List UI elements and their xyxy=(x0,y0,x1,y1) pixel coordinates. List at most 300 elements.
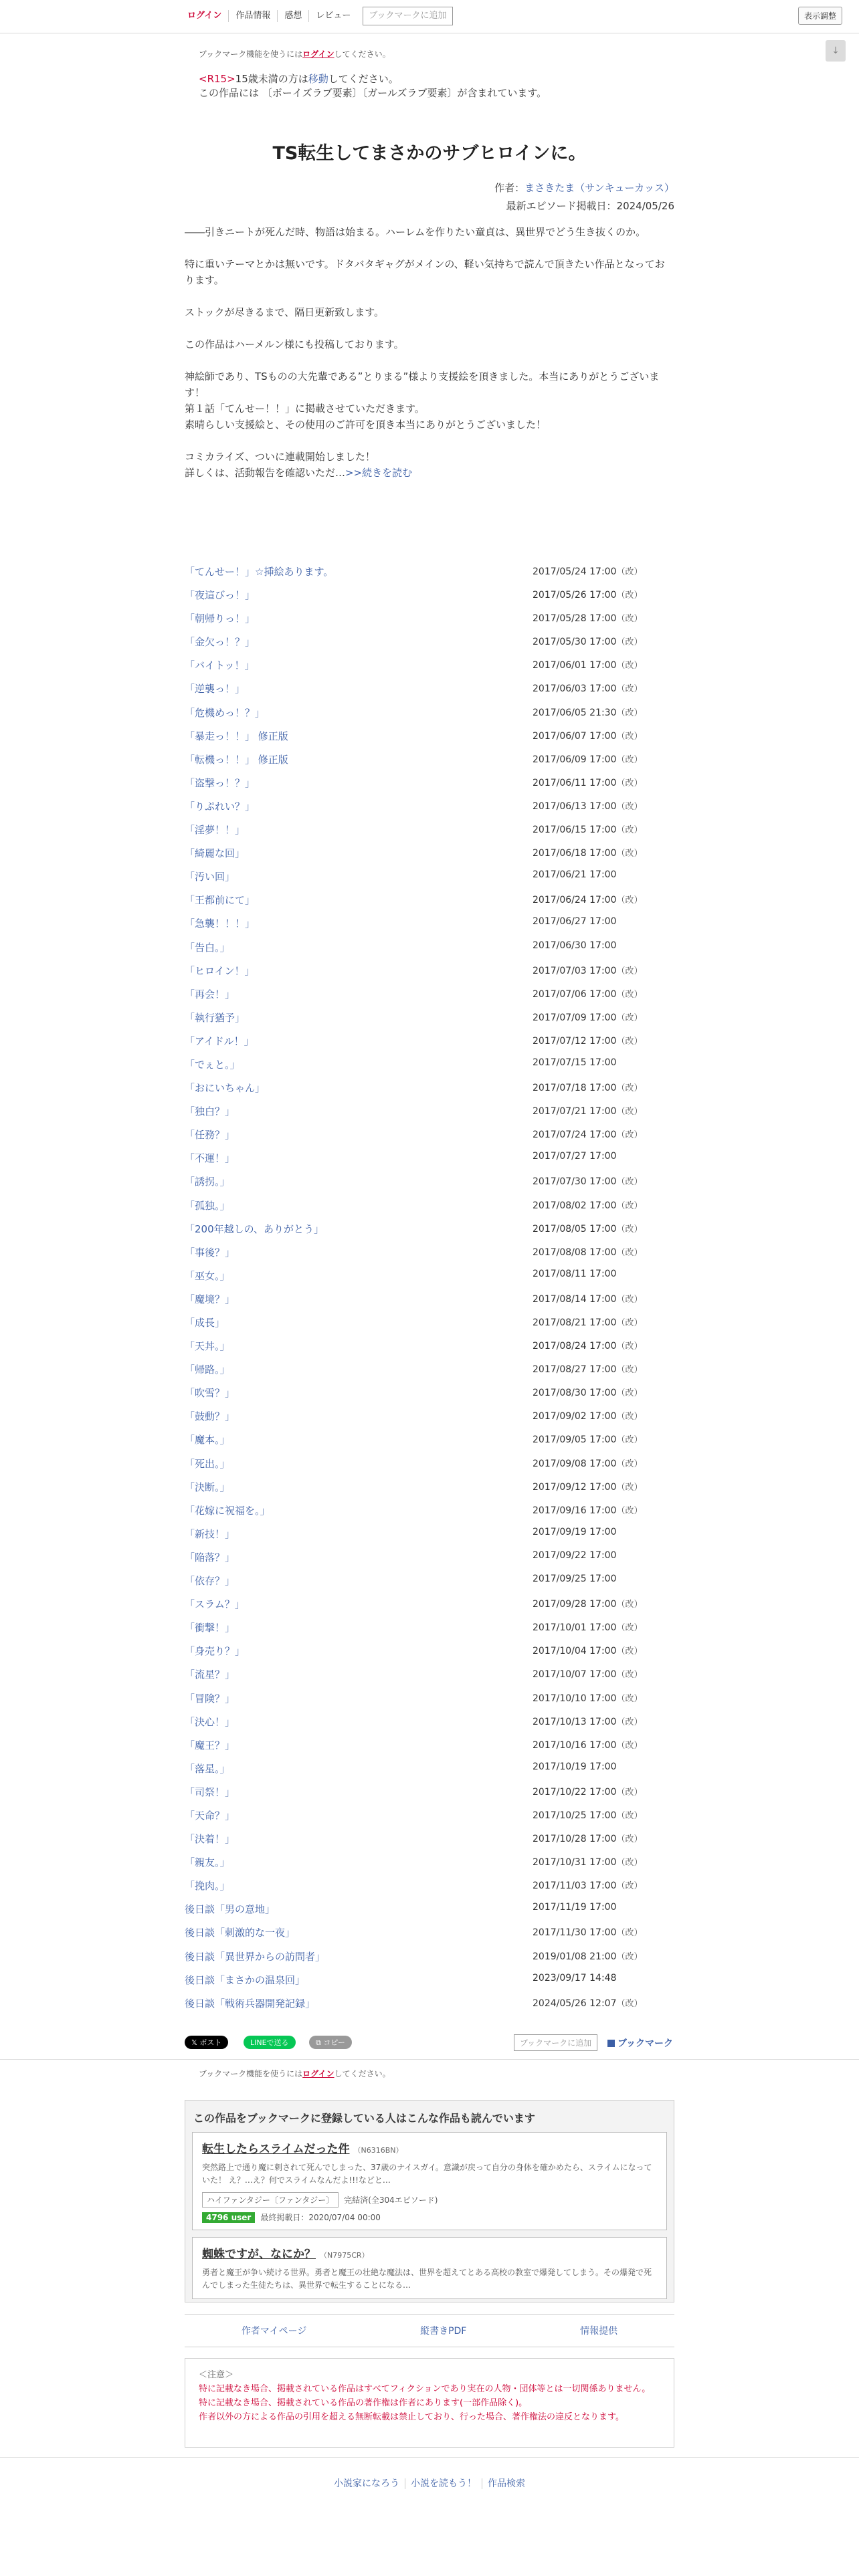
bookmark-add-button[interactable]: ブックマークに追加 xyxy=(363,7,452,25)
episode-date xyxy=(533,776,643,788)
episode-title-link[interactable]: 「執行猶予」 xyxy=(185,1011,246,1024)
episode-row xyxy=(185,960,674,983)
summary-gap xyxy=(185,240,674,256)
episode-date xyxy=(533,1386,643,1398)
episode-revised-mark: （改） xyxy=(616,1881,643,1892)
episode-date xyxy=(533,916,617,927)
site-footer xyxy=(0,2457,859,2510)
search-link[interactable]: 作品検索 xyxy=(488,2478,525,2489)
episode-revised-mark: （改） xyxy=(616,684,643,695)
episode-title-link[interactable]: 「依存？」 xyxy=(185,1575,235,1588)
summary-gap xyxy=(185,352,674,368)
episode-row xyxy=(185,1382,674,1405)
r15-tag: <R15> xyxy=(199,73,235,85)
episode-title-link[interactable]: 「告白。」 xyxy=(185,941,230,954)
episode-title-link[interactable]: 「吹雪？」 xyxy=(185,1387,235,1400)
episode-date xyxy=(533,1808,643,1821)
episode-date xyxy=(533,1245,643,1258)
summary-truncated: 詳しくは、活動報告を確認いただ… xyxy=(185,467,346,479)
work-info-link[interactable]: 作品情報 xyxy=(229,10,278,22)
episode-date-text: 2017/05/28 17:00 xyxy=(533,613,617,625)
summary-line: 神絵師であり、TSものの大先輩である”とりまる”様より支援絵を頂きました。本当にありがとうございます！ xyxy=(185,370,660,399)
episode-date xyxy=(533,1597,643,1610)
episode-date-text: 2017/07/15 17:00 xyxy=(533,1057,617,1068)
episode-revised-mark: （改） xyxy=(616,1083,643,1094)
episode-date xyxy=(533,1480,643,1493)
vertical-pdf-link[interactable]: 縦書きPDF xyxy=(420,2326,467,2337)
episode-title-link[interactable]: 「冒険？」 xyxy=(185,1692,235,1705)
rec-title[interactable]: 転生したらスライムだった件 xyxy=(202,2143,350,2156)
episode-row xyxy=(185,1241,674,1265)
episode-title-link[interactable]: 「独白？」 xyxy=(185,1105,235,1118)
episode-revised-mark: （改） xyxy=(616,1247,643,1258)
episode-date xyxy=(533,1527,617,1537)
bookmark-login-note-bottom: ブックマーク機能を使うにはログインしてください。 xyxy=(199,2069,391,2078)
author-mypage-link[interactable]: 作者マイページ xyxy=(241,2326,307,2337)
login-link[interactable]: ログイン xyxy=(185,10,229,22)
episode-title-link[interactable]: 「鼓動？」 xyxy=(185,1410,235,1423)
episode-row xyxy=(185,1405,674,1428)
line-share-button[interactable]: LINEで送る xyxy=(244,2036,296,2049)
episode-title-link[interactable]: 「再会！」 xyxy=(185,988,235,1000)
episode-date xyxy=(533,1667,643,1680)
episode-title-link[interactable]: 「天命？」 xyxy=(185,1809,235,1822)
episode-row xyxy=(185,1358,674,1382)
episode-date xyxy=(533,635,643,647)
episode-date xyxy=(533,1151,617,1162)
divider xyxy=(0,2059,859,2060)
episode-date-text: 2017/09/08 17:00 xyxy=(533,1458,617,1469)
episode-row xyxy=(185,1194,674,1218)
episode-date xyxy=(533,658,643,671)
episode-date xyxy=(533,1879,643,1891)
episode-title-link[interactable]: 後日談「戦術兵器開発記録」 xyxy=(185,1997,316,2010)
episode-title-link[interactable]: 「アイドル！」 xyxy=(185,1035,254,1047)
episode-date xyxy=(533,1010,643,1023)
episode-revised-mark: （改） xyxy=(616,1693,643,1704)
episode-row xyxy=(185,560,674,584)
rec-ncode: （N7975CR） xyxy=(320,2251,369,2260)
episode-date-text: 2017/08/30 17:00 xyxy=(533,1388,617,1399)
episode-date xyxy=(533,752,643,765)
episode-row xyxy=(185,702,674,725)
episode-date xyxy=(533,799,643,812)
episode-revised-mark: （改） xyxy=(616,1646,643,1657)
episode-title-link[interactable]: 「急襲！！！」 xyxy=(185,918,256,930)
episode-revised-mark: （改） xyxy=(616,1224,643,1235)
episode-row xyxy=(185,1570,674,1593)
login-inline-link[interactable]: ログイン xyxy=(302,49,335,59)
episode-row xyxy=(185,936,674,960)
episode-revised-mark: （改） xyxy=(616,1388,643,1399)
episode-title-link[interactable]: 「陥落？」 xyxy=(185,1551,235,1564)
episode-revised-mark: （改） xyxy=(616,849,643,859)
top-nav xyxy=(185,7,453,25)
episode-date xyxy=(533,1128,643,1140)
episode-date-text: 2017/07/30 17:00 xyxy=(533,1176,617,1188)
episode-title-link[interactable]: 「夜這びっ！」 xyxy=(185,589,256,602)
episode-title-link[interactable]: 「天丼。」 xyxy=(185,1340,230,1353)
episode-date xyxy=(533,823,643,835)
bookmark-link[interactable]: ブックマーク xyxy=(607,2036,673,2050)
rec-updated: 最終掲載日：2020/07/04 00:00 xyxy=(260,2213,381,2222)
episode-title-link[interactable]: 「衝撃！」 xyxy=(185,1622,235,1634)
episode-title-link[interactable]: 「魔王？」 xyxy=(185,1739,235,1751)
episode-date xyxy=(533,940,617,951)
episode-revised-mark: （改） xyxy=(616,825,643,836)
episode-title-link[interactable]: 「金欠っ！？」 xyxy=(185,636,256,649)
episode-date-text: 2023/09/17 14:48 xyxy=(533,1972,617,1983)
episode-revised-mark: （改） xyxy=(616,567,643,577)
episode-date xyxy=(533,1222,643,1235)
episode-title-link[interactable]: 「200年越しの、ありがとう」 xyxy=(185,1222,324,1235)
episode-date-text: 2017/08/08 17:00 xyxy=(533,1247,617,1258)
episode-row xyxy=(185,1053,674,1077)
episode-date-text: 2017/08/11 17:00 xyxy=(533,1268,617,1279)
episode-date-text: 2017/06/05 21:30 xyxy=(533,707,617,718)
episode-title-link[interactable]: 後日談「刺激的な一夜」 xyxy=(185,1927,296,1939)
episode-row xyxy=(185,1030,674,1053)
bookmark-add-button-bottom[interactable]: ブックマークに追加 xyxy=(514,2034,597,2051)
site-home-link[interactable]: 小説家になろう xyxy=(328,2478,405,2489)
episode-revised-mark: （改） xyxy=(616,1107,643,1117)
episode-title-link[interactable]: 「スラム？」 xyxy=(185,1598,245,1611)
episode-title-link[interactable]: 「暴走っ！！」 修正版 xyxy=(185,730,288,742)
episode-date xyxy=(533,1104,643,1117)
episode-revised-mark: （改） xyxy=(616,1717,643,1727)
episode-revised-mark: （改） xyxy=(616,591,643,601)
summary-gap xyxy=(185,320,674,336)
episode-date-text: 2017/11/19 17:00 xyxy=(533,1902,617,1913)
episode-title-link[interactable]: 後日談「異世界からの訪問者」 xyxy=(185,1950,326,1963)
episode-date-text: 2017/06/21 17:00 xyxy=(533,869,617,881)
episode-row xyxy=(185,654,674,677)
episode-date xyxy=(533,1785,643,1798)
episode-date-text: 2017/06/18 17:00 xyxy=(533,848,617,859)
episode-revised-mark: （改） xyxy=(616,1435,643,1446)
episode-row xyxy=(185,772,674,795)
episode-row xyxy=(185,1006,674,1030)
work-footer-links xyxy=(185,2314,674,2347)
episode-row xyxy=(185,607,674,631)
episode-row xyxy=(185,1992,674,2016)
x-post-button[interactable]: 𝕏 ポスト xyxy=(185,2036,228,2049)
episode-date-text: 2017/07/18 17:00 xyxy=(533,1083,617,1094)
episode-row xyxy=(185,819,674,842)
rec-summary: 突然路上で通り魔に刺されて死んでしまった、37歳のナイスガイ。意識が戻って自分の身体を確かめたら、スライムになっていた！ え？…え？何でスライムなんだよ!!!などと… xyxy=(202,2163,652,2185)
episode-date xyxy=(533,1902,617,1913)
episode-date-text: 2017/05/24 17:00 xyxy=(533,566,617,577)
episode-row xyxy=(185,1335,674,1358)
episode-title-link[interactable]: 「新技！」 xyxy=(185,1527,235,1540)
episode-date-text: 2017/08/05 17:00 xyxy=(533,1223,617,1235)
episode-date-text: 2017/06/30 17:00 xyxy=(533,940,617,951)
episode-row xyxy=(185,1851,674,1874)
episode-revised-mark: （改） xyxy=(616,661,643,671)
episode-title-link[interactable]: 「成長」 xyxy=(185,1317,225,1329)
rec-title[interactable]: 蜘蛛ですが、なにか？ xyxy=(202,2248,316,2261)
episode-date xyxy=(533,1292,643,1305)
episode-title-link[interactable]: 「挽肉。」 xyxy=(185,1880,230,1893)
episode-title-link[interactable]: 「転機っ！！」 修正版 xyxy=(185,753,288,766)
episode-date xyxy=(533,1339,643,1352)
rec-card[interactable] xyxy=(192,2237,667,2299)
episode-date xyxy=(533,1855,643,1868)
episode-row xyxy=(185,1757,674,1781)
episode-title-link[interactable]: 「死出。」 xyxy=(185,1457,230,1470)
episode-row xyxy=(185,842,674,865)
episode-row xyxy=(185,1828,674,1851)
episode-date-text: 2017/10/07 17:00 xyxy=(533,1669,617,1681)
episode-date xyxy=(533,1925,643,1938)
episode-date-text: 2017/09/28 17:00 xyxy=(533,1599,617,1610)
episode-title-link[interactable]: 「ヒロイン！」 xyxy=(185,964,255,977)
episode-date-text: 2017/10/19 17:00 xyxy=(533,1761,617,1772)
episode-row xyxy=(185,1123,674,1147)
episode-revised-mark: （改） xyxy=(616,1858,643,1868)
episode-title-link[interactable]: 「でぇと。」 xyxy=(185,1058,240,1071)
episode-date-text: 2017/08/21 17:00 xyxy=(533,1317,617,1328)
episode-revised-mark: （改） xyxy=(616,1670,643,1681)
episode-row xyxy=(185,795,674,819)
episode-revised-mark: （改） xyxy=(616,1600,643,1610)
episode-revised-mark: （改） xyxy=(616,1341,643,1352)
episode-row xyxy=(185,1218,674,1241)
episode-title-link[interactable]: 「バイトッ！」 xyxy=(185,659,255,672)
episode-title-link[interactable]: 「司祭！」 xyxy=(185,1786,235,1798)
episode-date xyxy=(533,1432,643,1445)
episode-date xyxy=(533,1174,643,1187)
episode-revised-mark: （改） xyxy=(616,731,643,742)
episode-row xyxy=(185,1311,674,1335)
episode-revised-mark: （改） xyxy=(616,1505,643,1516)
episode-revised-mark: （改） xyxy=(616,1294,643,1305)
episode-date-text: 2017/07/21 17:00 xyxy=(533,1106,617,1117)
episode-title-link[interactable]: 「決断。」 xyxy=(185,1481,230,1493)
episode-date-text: 2017/08/24 17:00 xyxy=(533,1341,617,1352)
rec-status: 完結済(全304エピソード) xyxy=(344,2195,438,2205)
episode-date xyxy=(533,1457,643,1469)
episode-date xyxy=(533,1691,643,1704)
episode-revised-mark: （改） xyxy=(616,1810,643,1821)
episode-date-text: 2017/06/15 17:00 xyxy=(533,825,617,836)
summary-line: 特に重いテーマとかは無いです。ドタバタギャグがメインの、軽い気持ちで読んで頂きたい作品となっております。 xyxy=(185,258,665,286)
episode-revised-mark: （改） xyxy=(616,989,643,1000)
episode-date xyxy=(533,564,643,577)
episode-list xyxy=(185,560,674,2016)
latest-episode-date: 最新エピソード掲載日：2024/05/26 xyxy=(506,200,674,212)
episode-date-text: 2017/10/25 17:00 xyxy=(533,1810,617,1821)
episode-title-link[interactable]: 「花嫁に祝福を。」 xyxy=(185,1504,270,1517)
episode-title-link[interactable]: 「孤独。」 xyxy=(185,1199,230,1212)
episode-date-text: 2017/11/03 17:00 xyxy=(533,1881,617,1892)
episode-date-text: 2017/07/27 17:00 xyxy=(533,1151,617,1162)
episode-date-text: 2017/09/02 17:00 xyxy=(533,1411,617,1422)
episode-date-text: 2017/05/30 17:00 xyxy=(533,637,617,648)
episode-date xyxy=(533,1503,643,1516)
scroll-down-button[interactable]: ↓ xyxy=(826,40,846,62)
episode-date-text: 2017/10/04 17:00 xyxy=(533,1646,617,1657)
episode-title-link[interactable]: 「りぷれい？」 xyxy=(185,800,256,813)
top-bar xyxy=(0,0,859,33)
episode-date-text: 2024/05/26 12:07 xyxy=(533,1998,617,2009)
episode-title-link[interactable]: 「任務？」 xyxy=(185,1129,235,1142)
episode-revised-mark: （改） xyxy=(616,1036,643,1047)
caution-box xyxy=(185,2358,674,2448)
caution-line: 作者以外の方による作品の引用を超える無断転載は禁止しており、行った場合、著作権法の違反となります。 xyxy=(199,2412,624,2422)
summary-gap xyxy=(185,433,674,449)
episode-title-link[interactable]: 「帰路。」 xyxy=(185,1364,230,1376)
episode-title-link[interactable]: 「おにいちゃん」 xyxy=(185,1082,266,1095)
episode-date-text: 2017/06/07 17:00 xyxy=(533,730,617,742)
episode-date xyxy=(533,1644,643,1656)
rec-genre-tag: ハイファンタジー〔ファンタジー〕 xyxy=(202,2192,339,2208)
bookmark-icon xyxy=(607,2040,615,2047)
episode-date-text: 2017/10/28 17:00 xyxy=(533,1834,617,1845)
episode-date xyxy=(533,893,643,905)
episode-row xyxy=(185,1616,674,1640)
episode-date-text: 2017/10/10 17:00 xyxy=(533,1693,617,1704)
episode-title-link[interactable]: 「朝帰りっ！」 xyxy=(185,613,256,625)
episode-title-link[interactable]: 「淫夢！！」 xyxy=(185,824,246,837)
episode-date xyxy=(533,611,643,624)
episode-title-link[interactable]: 「綺麗な回」 xyxy=(185,847,246,860)
copy-button[interactable]: ⧉ コピー xyxy=(309,2036,352,2049)
episode-row xyxy=(185,1945,674,1969)
episode-title-link[interactable]: 「不運！」 xyxy=(185,1152,235,1165)
episode-row xyxy=(185,889,674,912)
episode-title-link[interactable]: 後日談「まさかの温泉回」 xyxy=(185,1973,306,1986)
episode-date-text: 2017/07/24 17:00 xyxy=(533,1130,617,1141)
episode-date xyxy=(533,1620,643,1633)
episode-title-link[interactable]: 「親友。」 xyxy=(185,1856,230,1869)
share-bar xyxy=(185,2034,674,2050)
episode-date-text: 2017/07/03 17:00 xyxy=(533,965,617,976)
episode-date-text: 2017/09/16 17:00 xyxy=(533,1505,617,1516)
episode-date xyxy=(533,1715,643,1727)
episode-title-link[interactable]: 「流星？」 xyxy=(185,1669,235,1681)
episode-date xyxy=(533,1832,643,1844)
episode-title-link[interactable]: 「魔本。」 xyxy=(185,1434,230,1446)
episode-title-link[interactable]: 「身売り？」 xyxy=(185,1645,246,1658)
episode-date xyxy=(533,588,643,601)
display-settings-button[interactable]: 表示調整 xyxy=(798,7,842,25)
episode-row xyxy=(185,1921,674,1945)
login-inline-link-bottom[interactable]: ログイン xyxy=(302,2069,335,2078)
episode-title-link[interactable]: 「魔境？」 xyxy=(185,1293,235,1305)
bookmark-login-note: ブックマーク機能を使うにはログインしてください。 xyxy=(199,49,391,59)
episode-row xyxy=(185,1804,674,1828)
summary-line: 素晴らしい支援絵と、その使用のご許可を頂き本当にありがとうございました！ xyxy=(185,419,547,431)
episode-date-text: 2017/06/09 17:00 xyxy=(533,754,617,765)
episode-row xyxy=(185,1428,674,1452)
episode-title-link[interactable]: 「誘拐。」 xyxy=(185,1176,230,1188)
episode-date-text: 2017/08/27 17:00 xyxy=(533,1364,617,1376)
episode-title-link[interactable]: 「事後？」 xyxy=(185,1246,235,1259)
episode-revised-mark: （改） xyxy=(616,1623,643,1634)
episode-title-link[interactable]: 「落星。」 xyxy=(185,1762,230,1775)
episode-date-text: 2017/06/27 17:00 xyxy=(533,916,617,928)
episode-date-text: 2017/09/22 17:00 xyxy=(533,1549,617,1561)
episode-date-text: 2017/10/22 17:00 xyxy=(533,1786,617,1798)
episode-title-link[interactable]: 後日談「男の意地」 xyxy=(185,1903,276,1916)
episode-revised-mark: （改） xyxy=(616,1177,643,1188)
impressions-link[interactable]: 感想 xyxy=(278,10,309,22)
episode-revised-mark: （改） xyxy=(616,895,643,906)
episode-date xyxy=(533,1574,617,1584)
episode-date xyxy=(533,1409,643,1422)
r15-notice: <R15>15歳未満の方は移動してください。 この作品には 〔ボーイズラブ要素〕〔ガールズラブ要素〕が含まれています。 xyxy=(199,73,547,99)
episode-row xyxy=(185,1453,674,1476)
episode-date xyxy=(533,1034,643,1047)
episode-date xyxy=(533,987,643,1000)
episode-row xyxy=(185,1640,674,1663)
read-more-link[interactable]: >>続きを読む xyxy=(345,467,413,479)
episode-date xyxy=(533,1761,617,1772)
episode-row xyxy=(185,725,674,748)
author-link[interactable]: まさきたま（サンキューカッス） xyxy=(524,182,674,194)
episode-row xyxy=(185,1546,674,1570)
episode-row xyxy=(185,1734,674,1757)
episode-title-link[interactable]: 「決着！」 xyxy=(185,1833,235,1846)
episode-revised-mark: （改） xyxy=(616,778,643,788)
summary-line: コミカライズ、ついに連載開始しました！ xyxy=(185,451,375,463)
episode-date-text: 2017/10/13 17:00 xyxy=(533,1716,617,1727)
episode-row xyxy=(185,1170,674,1194)
review-link[interactable]: レビュー xyxy=(316,11,351,21)
yomou-link[interactable]: 小説を読もう！ xyxy=(405,2478,482,2489)
summary-line: ――引きニートが死んだ時、物語は始まる。ハーレムを作りたい童貞は、異世界でどう生き抜くのか。 xyxy=(185,226,646,238)
episode-title-link[interactable]: 「盗撃っ！？」 xyxy=(185,776,256,789)
move-link[interactable]: 移動 xyxy=(308,73,328,85)
summary-line: 第１話「てんせー！！」に掲載させていただきます。 xyxy=(185,403,425,415)
report-link[interactable]: 情報提供 xyxy=(580,2326,618,2337)
episode-title-link[interactable]: 「王都前にて」 xyxy=(185,894,256,907)
episode-revised-mark: （改） xyxy=(616,1951,643,1962)
episode-revised-mark: （改） xyxy=(616,1200,643,1211)
episode-revised-mark: （改） xyxy=(616,1787,643,1798)
episode-row xyxy=(185,865,674,889)
episode-date xyxy=(533,1973,617,1983)
episode-row xyxy=(185,584,674,607)
episode-date-text: 2017/11/30 17:00 xyxy=(533,1927,617,1939)
episode-date xyxy=(533,706,643,718)
rec-card[interactable] xyxy=(192,2132,667,2230)
episode-row xyxy=(185,1663,674,1687)
episode-date xyxy=(533,1738,643,1751)
episode-date xyxy=(533,964,643,976)
episode-revised-mark: （改） xyxy=(616,1834,643,1845)
episode-title-link[interactable]: 「決心！」 xyxy=(185,1715,235,1728)
episode-row xyxy=(185,1874,674,1898)
caution-heading: ＜注意＞ xyxy=(199,2370,234,2380)
episode-revised-mark: （改） xyxy=(616,1459,643,1469)
novel-summary xyxy=(185,224,674,481)
episode-revised-mark: （改） xyxy=(616,1740,643,1751)
episode-title-link[interactable]: 「逆襲っ！」 xyxy=(185,683,246,695)
summary-gap xyxy=(185,288,674,304)
episode-date xyxy=(533,1081,643,1093)
episode-title-link[interactable]: 「危機めっ！？」 xyxy=(185,706,265,719)
episode-revised-mark: （改） xyxy=(616,1365,643,1376)
episode-date xyxy=(533,1057,617,1068)
episode-title-link[interactable]: 「汚い回」 xyxy=(185,871,235,883)
episode-date-text: 2017/07/06 17:00 xyxy=(533,988,617,1000)
episode-row xyxy=(185,1687,674,1711)
episode-title-link[interactable]: 「巫女。」 xyxy=(185,1269,230,1282)
episode-date xyxy=(533,1949,643,1962)
episode-title-link[interactable]: 「てんせー！」☆挿絵あります。 xyxy=(185,566,334,578)
